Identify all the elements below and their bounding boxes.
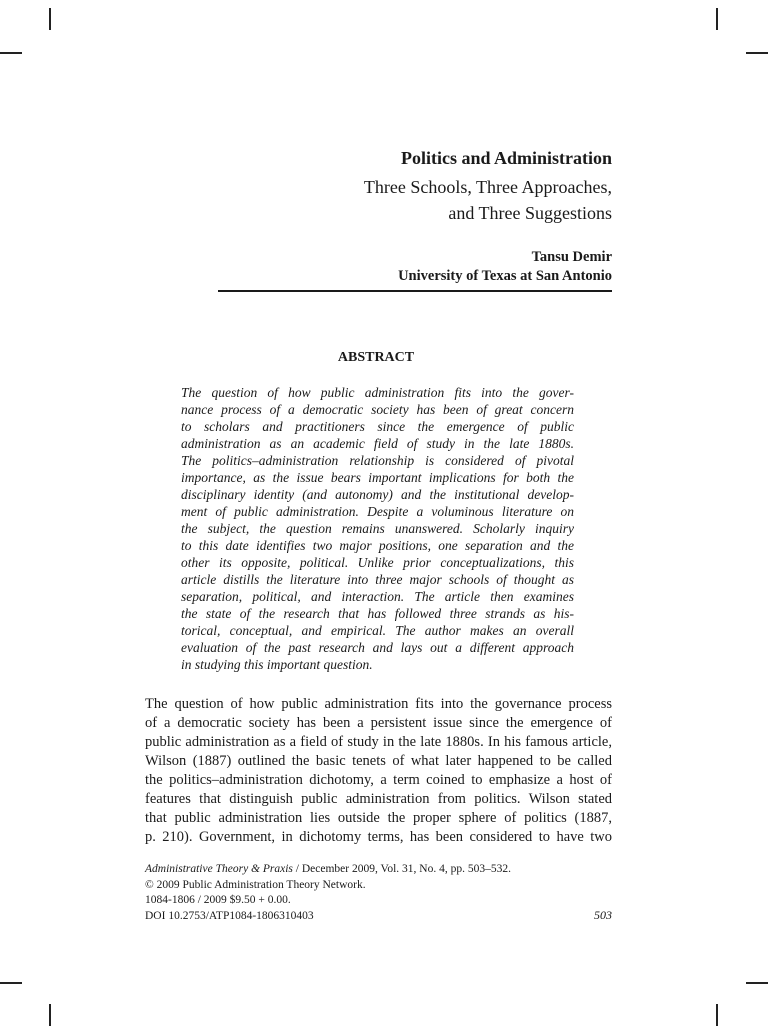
body-paragraph — [145, 695, 612, 847]
crop-mark — [746, 52, 768, 54]
subtitle-line: Three Schools, Three Approaches, — [363, 177, 612, 197]
issn-line: 1084-1806 / 2009 $9.50 + 0.00. — [145, 894, 291, 906]
crop-mark — [49, 8, 51, 30]
body-line: of a democratic society has been a persistent issue since the emergence of — [145, 715, 612, 731]
header-rule — [218, 290, 612, 292]
journal-issue: / December 2009, Vol. 31, No. 4, pp. 503–532. — [292, 863, 511, 875]
abstract-line: administration as an academic field of study in the late 1880s. — [181, 436, 574, 451]
article-title: Politics and Administration — [400, 148, 612, 168]
crop-mark — [49, 1004, 51, 1026]
abstract-line: to this date identifies two major positions, one separation and the — [181, 538, 574, 553]
article-header — [218, 146, 612, 292]
body-line: Wilson (1887) outlined the basic tenets of what later happened to be called — [145, 753, 612, 769]
crop-mark — [0, 982, 22, 984]
abstract-heading: ABSTRACT — [337, 350, 415, 365]
journal-citation — [145, 862, 612, 878]
body-line: the politics–administration dichotomy, a term coined to emphasize a host of — [145, 772, 612, 788]
page-number: 503 — [594, 908, 612, 922]
body-line: that public administration lies outside the proper sphere of politics (1887, — [145, 810, 612, 826]
subtitle-line: and Three Suggestions — [448, 203, 612, 223]
abstract-line: the subject, the question remains unanswered. Scholarly inquiry — [181, 521, 574, 536]
abstract-line: disciplinary identity (and autonomy) and the institutional develop- — [181, 487, 574, 502]
journal-name: Administrative Theory & Praxis — [145, 863, 293, 875]
doi-line: DOI 10.2753/ATP1084-1806310403 — [145, 909, 314, 922]
crop-mark — [0, 52, 22, 54]
abstract-line: separation, political, and interaction. The article then examines — [181, 589, 574, 604]
body-line: p. 210). Government, in dichotomy terms, has been considered to have two — [145, 829, 612, 845]
abstract-line: evaluation of the past research and lays out a different approach — [181, 640, 574, 655]
abstract-line: article distills the literature into three major schools of thought as — [181, 572, 574, 587]
article-subtitle — [218, 174, 612, 226]
abstract-line: the state of the research that has followed three strands as his- — [181, 606, 574, 621]
abstract-line: other its opposite, political. Unlike prior conceptualizations, this — [181, 555, 574, 570]
author-affiliation: University of Texas at San Antonio — [398, 268, 612, 284]
crop-mark — [746, 982, 768, 984]
abstract-line: The question of how public administration fits into the gover- — [181, 385, 574, 400]
abstract-line: to scholars and practitioners since the emergence of public — [181, 419, 574, 434]
abstract-text — [181, 384, 574, 673]
citation-footer — [145, 862, 612, 924]
abstract-line: importance, as the issue bears important implications for both the — [181, 470, 574, 485]
abstract-line: torical, conceptual, and empirical. The author makes an overall — [181, 623, 574, 638]
crop-mark — [716, 8, 718, 30]
copyright-line: © 2009 Public Administration Theory Network. — [145, 878, 366, 891]
body-line: public administration as a field of study in the late 1880s. In his famous article, — [145, 734, 612, 750]
crop-mark — [716, 1004, 718, 1026]
author-name: Tansu Demir — [531, 249, 612, 265]
abstract-line: in studying this important question. — [181, 657, 373, 672]
body-line: The question of how public administration fits into the governance process — [145, 696, 612, 712]
abstract-line: The politics–administration relationship is considered of pivotal — [181, 453, 574, 468]
author-block — [218, 248, 612, 286]
abstract-line: nance process of a democratic society has been of great concern — [181, 402, 574, 417]
body-line: features that distinguish public administration from politics. Wilson stated — [145, 791, 612, 807]
abstract-line: ment of public administration. Despite a voluminous literature on — [181, 504, 574, 519]
